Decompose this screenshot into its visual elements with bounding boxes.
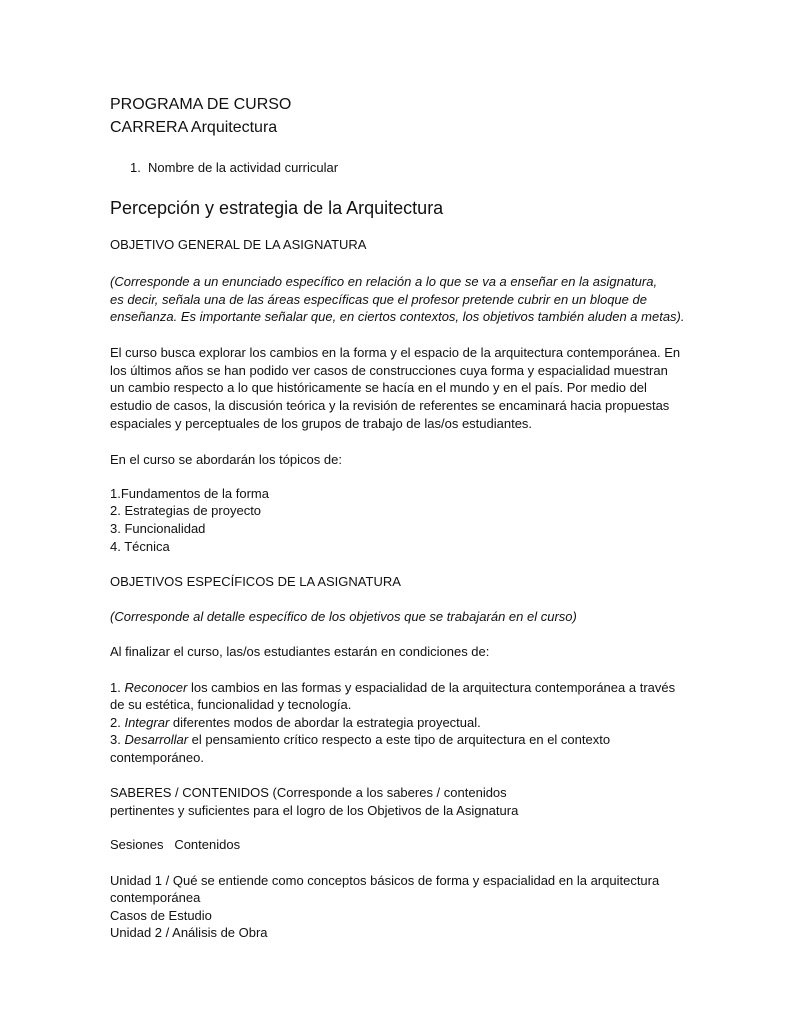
objective-item [110,680,675,696]
contents-heading: SABERES / CONTENIDOS (Corresponde a los saberes / contenidos [110,785,507,800]
document-title: PROGRAMA DE CURSO [110,96,292,113]
contents-line: Casos de Estudio [110,908,212,923]
objective-verb: Integrar [124,715,170,730]
topics-intro: En el curso se abordarán los tópicos de: [110,452,342,467]
objectives-intro: Al finalizar el curso, las/os estudiantes estarán en condiciones de: [110,644,490,659]
objective-number: 2. [110,715,125,730]
section-heading: OBJETIVO GENERAL DE LA ASIGNATURA [110,237,367,252]
item-number: 1. [130,160,141,175]
objective-text: el pensamiento crítico respecto a este tipo de arquitectura en el contexto [188,732,611,747]
section-heading: OBJETIVOS ESPECÍFICOS DE LA ASIGNATURA [110,574,401,589]
paragraph-line: los últimos años se han podido ver casos de construcciones cuya forma y espacialidad muestran [110,363,668,378]
note-line: es decir, señala una de las áreas específicas que el profesor pretende cubrir en un bloque de [110,292,647,307]
contents-line: Unidad 1 / Qué se entiende como conceptos básicos de forma y espacialidad en la arquitectura [110,873,660,888]
objective-continuation: contemporáneo. [110,750,204,765]
topic-item: 3. Funcionalidad [110,521,206,536]
topic-item: 2. Estrategias de proyecto [110,503,262,518]
contents-table-header: Sesiones Contenidos [110,837,241,852]
topic-item: 4. Técnica [110,539,170,554]
note-line: (Corresponde al detalle específico de los objetivos que se trabajarán en el curso) [110,609,577,624]
objective-verb: Reconocer [124,680,188,695]
objective-text: los cambios en las formas y espacialidad de la arquitectura contemporánea a través [187,680,676,695]
topic-item: 1.Fundamentos de la forma [110,486,269,501]
objective-item [110,715,481,731]
numbered-item [130,160,339,176]
objective-number: 1. [110,680,125,695]
note-line: (Corresponde a un enunciado específico en relación a lo que se va a enseñar en la asignatura, [110,274,658,289]
paragraph-line: estudio de casos, la discusión teórica y la revisión de referentes se encaminará hacia propuestas [110,398,670,413]
contents-line: contemporánea [110,890,201,905]
contents-line: Unidad 2 / Análisis de Obra [110,925,268,940]
career-title: CARRERA Arquitectura [110,119,278,136]
objective-verb: Desarrollar [124,732,189,747]
objective-item [110,732,610,748]
objective-number: 3. [110,732,125,747]
objective-text: diferentes modos de abordar la estrategia proyectual. [169,715,481,730]
objective-continuation: de su estética, funcionalidad y tecnología. [110,697,352,712]
paragraph-line: un cambio respecto a lo que históricamente se hacía en el mundo y en el país. Por medio del [110,380,647,395]
note-line: enseñanza. Es importante señalar que, en ciertos contextos, los objetivos también aluden a metas). [110,309,685,324]
contents-heading: pertinentes y suficientes para el logro de los Objetivos de la Asignatura [110,803,519,818]
item-label: Nombre de la actividad curricular [148,160,339,175]
paragraph-line: El curso busca explorar los cambios en la forma y el espacio de la arquitectura contemporánea. En [110,345,681,360]
paragraph-line: espaciales y perceptuales de los grupos de trabajo de las/os estudiantes. [110,416,533,431]
course-name: Percepción y estrategia de la Arquitectura [110,198,444,218]
